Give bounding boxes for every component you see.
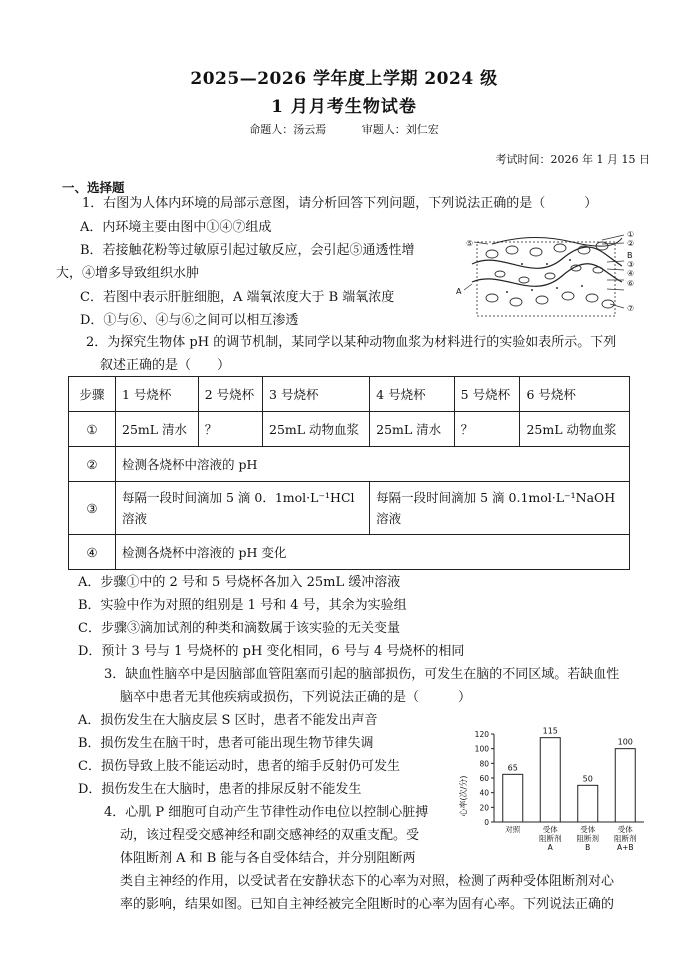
table-row — [69, 447, 630, 482]
x-category-label: 对照 — [505, 825, 521, 834]
bar-value-label: 100 — [617, 737, 633, 747]
table-row — [69, 482, 630, 535]
diagram-label: ④ — [627, 269, 635, 278]
y-tick-label: 20 — [479, 803, 489, 813]
x-category-label: A — [547, 843, 553, 852]
bar — [578, 785, 598, 822]
q4-line5: 率的影响，结果如图。已知自主神经被完全阻断时的心率为固有心率。下列说法正确的 — [120, 897, 615, 912]
y-tick-label: 80 — [479, 759, 489, 769]
q2-stem: 2．为探究生物体 pH 的调节机制，某同学以某种动物血浆为材料进行的实验如表所示。下列 — [86, 335, 617, 350]
table-cell: 25mL 动物血浆 — [263, 412, 370, 447]
table-cell: ① — [69, 412, 116, 447]
diagram-label: ③ — [627, 260, 635, 269]
table-header-cell: 3 号烧杯 — [263, 377, 370, 412]
x-category-label: 阻断剂 — [614, 834, 637, 843]
table-cell: ？ — [198, 412, 262, 447]
diagram-label: A — [456, 287, 462, 296]
q1-option-b: B．若接触花粉等过敏原引起过敏反应，会引起⑤通透性增 — [80, 243, 415, 258]
diagram-label: ① — [627, 230, 635, 239]
setter: 命题人：汤云焉 — [249, 123, 327, 136]
q1-option-c: C．若图中表示肝脏细胞，A 端氧浓度大于 B 端氧浓度 — [80, 290, 395, 305]
table-cell: 25mL 清水 — [370, 412, 455, 447]
q3-option-d: D．损伤发生在大脑时，患者的排尿反射不能发生 — [78, 782, 362, 797]
table-row — [69, 412, 630, 447]
authors-line — [0, 121, 688, 137]
x-category-label: 受体 — [542, 825, 558, 834]
bar — [540, 738, 560, 822]
q4-line1: 4．心肌 P 细胞可自动产生节律性动作电位以控制心脏搏 — [104, 805, 429, 820]
q3-option-b: B．损伤发生在脑干时，患者可能出现生物节律失调 — [78, 736, 374, 751]
table-cell: 每隔一段时间滴加 5 滴 0．1mol·L⁻¹HCl 溶液 — [116, 482, 370, 535]
table-header-cell: 6 号烧杯 — [520, 377, 630, 412]
heart-rate-chart — [454, 724, 654, 864]
table-cell: ③ — [69, 482, 116, 535]
bar-value-label: 65 — [507, 763, 518, 773]
y-tick-label: 40 — [479, 788, 489, 798]
table-header-row — [69, 377, 630, 412]
q3-stem-cont: 脑卒中患者无其他疾病或损伤，下列说法正确的是（ ） — [120, 690, 472, 705]
q3-stem: 3．缺血性脑卒中是因脑部血管阻塞而引起的脑部损伤，可发生在脑的不同区域。若缺血性 — [104, 667, 620, 682]
diagram-label: ② — [627, 239, 635, 248]
bar — [503, 774, 523, 822]
exam-title-line2: 1 月月考生物试卷 — [271, 97, 417, 117]
table-header-cell: 5 号烧杯 — [454, 377, 520, 412]
table-row — [69, 535, 630, 570]
table-cell: 检测各烧杯中溶液的 pH 变化 — [116, 535, 630, 570]
q3-option-a: A．损伤发生在大脑皮层 S 区时，患者不能发出声音 — [78, 713, 378, 728]
q1-stem: 1．右图为人体内环境的局部示意图，请分析回答下列问题，下列说法正确的是（ ） — [82, 196, 598, 211]
section-heading: 一、选择题 — [62, 180, 125, 195]
x-category-label: 受体 — [617, 825, 633, 834]
y-tick-label: 0 — [484, 818, 489, 827]
exam-title-line1: 2025—2026 学年度上学期 2024 级 — [190, 69, 498, 89]
y-tick-label: 100 — [474, 744, 489, 754]
table-header-cell: 1 号烧杯 — [116, 377, 199, 412]
x-category-label: 阻断剂 — [576, 834, 599, 843]
table-header-cell: 步骤 — [69, 377, 116, 412]
q2-option-b: B．实验中作为对照的组别是 1 号和 4 号，其余为实验组 — [78, 598, 407, 613]
reviewer: 审题人：刘仁宏 — [361, 123, 439, 136]
bar-value-label: 115 — [542, 726, 558, 736]
table-cell: ？ — [454, 412, 520, 447]
q3-option-c: C．损伤导致上肢不能运动时，患者的缩手反射仍可发生 — [78, 759, 400, 774]
diagram-label: ⑤ — [466, 239, 474, 248]
q2-option-a: A．步骤①中的 2 号和 5 号烧杯各加入 25mL 缓冲溶液 — [78, 575, 401, 590]
q1-option-d: D．①与⑥、④与⑥之间可以相互渗透 — [80, 313, 299, 328]
q1-option-b-cont: 大，④增多导致组织水肿 — [56, 266, 200, 281]
q2-option-d: D．预计 3 号与 1 号烧杯的 pH 变化相同，6 号与 4 号烧杯的相同 — [78, 644, 465, 659]
y-tick-label: 120 — [474, 730, 489, 739]
q4-line2: 动，该过程受交感神经和副交感神经的双重支配。受 — [120, 828, 420, 843]
q2-option-c: C．步骤③滴加试剂的种类和滴数属于该实验的无关变量 — [78, 621, 400, 636]
table-cell: ④ — [69, 535, 116, 570]
cells — [486, 242, 614, 308]
table-header-cell: 2 号烧杯 — [198, 377, 262, 412]
x-category-label: A+B — [616, 843, 634, 852]
q4-line4: 类自主神经的作用，以受试者在安静状态下的心率为对照，检测了两种受体阻断剂对心 — [120, 874, 615, 889]
y-tick-label: 60 — [479, 774, 489, 783]
q2-stem-cont: 叙述正确的是（ ） — [100, 358, 231, 373]
diagram-label: ⑦ — [627, 304, 635, 313]
diagram-label: B — [627, 251, 633, 260]
internal-environment-diagram — [452, 224, 642, 320]
q4-line3: 体阻断剂 A 和 B 能与各自受体结合，并分别阻断两 — [120, 851, 416, 866]
y-axis-label: 心率(次/分) — [459, 775, 468, 817]
table-header-cell: 4 号烧杯 — [370, 377, 455, 412]
x-category-label: B — [585, 843, 591, 852]
table-cell: ② — [69, 447, 116, 482]
experiment-table — [68, 376, 630, 570]
x-category-label: 受体 — [580, 825, 596, 834]
bar-value-label: 50 — [582, 774, 593, 784]
table-cell: 25mL 动物血浆 — [520, 412, 630, 447]
bar — [615, 749, 635, 822]
diagram-label: ⑥ — [627, 279, 635, 288]
table-cell: 每隔一段时间滴加 5 滴 0.1mol·L⁻¹NaOH 溶液 — [370, 482, 630, 535]
table-cell: 25mL 清水 — [116, 412, 199, 447]
q1-option-a: A．内环境主要由图中①④⑦组成 — [80, 220, 272, 235]
exam-time: 考试时间：2026 年 1 月 15 日 — [495, 153, 650, 166]
x-category-label: 阻断剂 — [539, 834, 562, 843]
table-cell: 检测各烧杯中溶液的 pH — [116, 447, 630, 482]
